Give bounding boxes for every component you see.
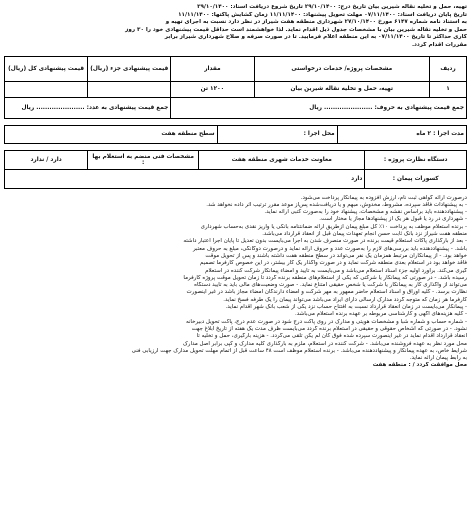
supervision-table — [4, 150, 467, 189]
terms-text — [4, 195, 467, 370]
terms-line: - پیمانکار می‌بایست در زمان انعقاد قرارداد نسبت به افتتاح حساب نزد یکی از شعب بانک شهر اقدام نماید. — [225, 304, 467, 311]
cell-unit-price — [88, 81, 171, 97]
col-header-unit-price: قیمت پیشنهادی جزء (ریال) — [88, 56, 171, 81]
info-table — [4, 125, 467, 144]
terms-line: - برنده استعلام موظف به پرداخت ۱۰٪ کل مبلغ پیمان ازطریق ارائه ضمانتنامه بانکی یا واریز نقدی به‌حساب شهرداری — [200, 223, 467, 230]
col-header-desc: مشخصات پروژه/ خدمات درخواستی — [254, 56, 430, 81]
terms-line: فاقد خواهد بود در استعلام بعدی منطقه شرکت نماید و در صورت واگذار یک کار بیشتر، در این خصوص کارفرما تصمیم — [199, 260, 467, 267]
header-line: کاری حداکثر تا تاریخ ۰۷/۱۱/۱۴۰۰ به این منطقه اعلام فرمایید. تا در صورت صرفه و صلاح شهرداری شیراز برابر — [164, 34, 467, 41]
supervisor-value: معاونت خدمات شهری منطقه هفت — [199, 150, 365, 169]
terms-line: شرایط خاص، به عهده پیمانکار و پیشنهاددهنده می‌باشد. - برنده استعلام موظف است ۴۸ ساعت قبل از اتمام مهلت تحویل مدارک جهت ارزیابی فنی — [131, 347, 467, 354]
terms-line: محل موافقت گردد / : منطقه هفت — [372, 362, 467, 369]
cell-total-price — [5, 81, 88, 97]
terms-line: خواهد بود. - از پیمانکاران مرتبط همزمان یک نفر می‌تواند در سطح منطقه هفت داشته باشند و پس از تحویل موقت — [205, 252, 467, 259]
tender-notice — [4, 4, 467, 509]
sum-numeric: جمع قیمت پیشنهادی به عدد: ...................... ریال — [5, 97, 171, 118]
terms-line: درصورت ارائه گواهی ثبت نام، ارزش افزوده به پیمانکار پرداخت می‌شود. — [300, 194, 467, 201]
contract-deductions-value: دارد — [5, 169, 365, 188]
terms-line: گیری می‌کند. برآورد اولیه جزء اسناد استعلام می‌باشد و می‌بایست به تأیید و امضاء پیمانکار شرکت کننده در استعلام — [205, 267, 467, 274]
supervisor-label: دستگاه نظارت پروژه : — [365, 150, 467, 169]
terms-line: انعقاد قرارداد اقدام نماید در غیر اینصورت سپرده شده فوق کان لم یکن تلقی می‌گردد. - هزینه بارگیری، حمل و تخلیه تا — [196, 333, 467, 340]
price-table — [4, 56, 467, 119]
terms-line: - شماره حساب و شماره شبا و مشخصات هویتی و مدارک در روی پاکت درج شود در صورت عدم درج، پاکت تحویل دبیرخانه — [185, 318, 467, 325]
terms-line: - کلیه هزینه‌های آگهی و کارشناسی مربوطه بر عهده برنده استعلام می‌باشد. — [294, 311, 467, 318]
terms-line: می‌تواند از واگذاری کار به پیمانکار یا شرکت یا شخص حقیقی امتناع نماید. - صورت وضعیت‌های مالی باید به تأیید دستگاه — [194, 282, 467, 289]
notice-header — [4, 4, 467, 50]
col-header-row: ردیف — [430, 56, 467, 81]
terms-line: - پیشنهاددهنده باید براساس نقشه و مشخصات، پیشنهاد خود را به‌صورت کتبی ارائه نماید. — [264, 209, 467, 216]
terms-line: نظارت برسد. - کلیه اوراق و اسناد استعلام حاضر ممهور به مهر شرکت و امضاء دارندگان امضاء مجاز باشد در غیر اینصورت — [186, 289, 467, 296]
duration: مدت اجرا : ۲ ماه — [337, 125, 466, 143]
header-line: به استناد نامه شماره ۶۱۴۷ مورخ ۲۷/۱۰/۱۴۰۰ شهرداری منطقه هفت شیراز در نظر دارد نسبت به اجرای تهیه و — [165, 19, 467, 26]
terms-line: رسیده باشد. - در صورتی که پیمانکار یا شرکتی که یکی از استعلام‌های منطقه برنده گردد تا زمان تحویل موقت پروژه کارفرما — [183, 274, 467, 281]
location-label: محل اجرا : — [217, 125, 337, 143]
header-line: مقررات اقدام گردد. — [411, 41, 467, 48]
col-header-qty: مقدار — [171, 56, 254, 81]
header-line: تاریخ پایان دریافت اسناد: ۰۷/۱۱/۱۴۰۰ مهلت تحویل پیشنهاد: ۱۱/۱۱/۱۴۰۰ زمان گشایش پاکتها: ۱۱/۱۱/۱۴۰۰ — [178, 11, 467, 18]
cell-row: ۱ — [430, 81, 467, 97]
header-line: تهیه، حمل و تخلیه نقاله شیرین بیان تاریخ درج: ۲۹/۱۰/۱۴۰۰ تاریخ شروع دریافت اسناد: ۲۹/۱۰/۱۴۰۰ — [197, 4, 467, 10]
contract-deductions-label: کسورات پیمان : — [365, 169, 467, 188]
terms-line: باشد. - پیشنهاددهنده باید بررسی‌های لازم را به‌صورت عدد و حروف ارائه نماید و درصورت دوگانگی، مبلغ به حروف معتبر — [192, 245, 467, 252]
region: سطح منطقه هفت — [5, 125, 218, 143]
terms-line: - بعد از بارگذاری پاکات استعلام قیمت برنده در صورت منصرف شدن به اجرا می‌بایست بدون تعدیل تا پایان اجرا اعتبار داشته — [183, 238, 467, 245]
col-header-total-price: قیمت پیشنهادی کل (ریال) — [5, 56, 88, 81]
cell-desc: تهیه، حمل و تخلیه نقاله شیرین بیان — [254, 81, 430, 97]
sum-letters: جمع قیمت پیشنهادی به حروف: ...................... ریال — [171, 97, 467, 118]
terms-line: - شهرداری در رد یا قبول هر یک از پیشنهادها مجاز یا مختار است. — [319, 216, 467, 223]
terms-line: - به پیشنهادات فاقد سپرده، مشروط، مخدوش، مبهم و یا دریافت‌شده پس‌از موعد مقرر ترتیب اثر داده نخواهد شد. — [206, 201, 467, 208]
terms-line: منطقه هفت شیراز نزد بانک ثابت حسن انجام تعهدات پیمان قبل از انعقاد قرارداد می‌باشد. — [262, 231, 467, 238]
tech-spec-value: دارد / ندارد — [5, 150, 88, 169]
terms-line: محل مورد نظر به عهده فروشنده می‌باشد. - شرکت کننده در استعلام، ملزم به بارگذاری کلیه مدارک و کپی برابر اصل مدارک — [182, 340, 467, 347]
terms-line: به رابط پیمان ارائه نماید. — [409, 355, 467, 362]
terms-line: نشود. - در صورتی که اشخاص حقوقی و حقیقی در استعلام برنده گردد می‌بایست ظرف مدت یک هفته از تاریخ ابلاغ جهت — [191, 325, 467, 332]
terms-line: کارفرما هر زمان که متوجه گردد مدارک ارسالی دارای ایراد می‌باشد می‌تواند پیمان را یک طرفه فسخ نماید. — [223, 296, 467, 303]
tech-spec-label: مشخصات فنی منضم به استعلام بها : — [88, 150, 199, 169]
header-line: حمل و تخلیه نقاله شیرین بیان با مشخصات جدول ذیل اقدام نماید. لذا خواهشمند است حداقل قیمت پیشنهادی خود را ۳۰ روز — [125, 26, 467, 33]
table-row — [5, 81, 467, 97]
cell-qty: ۱۲۰۰ تن — [171, 81, 254, 97]
